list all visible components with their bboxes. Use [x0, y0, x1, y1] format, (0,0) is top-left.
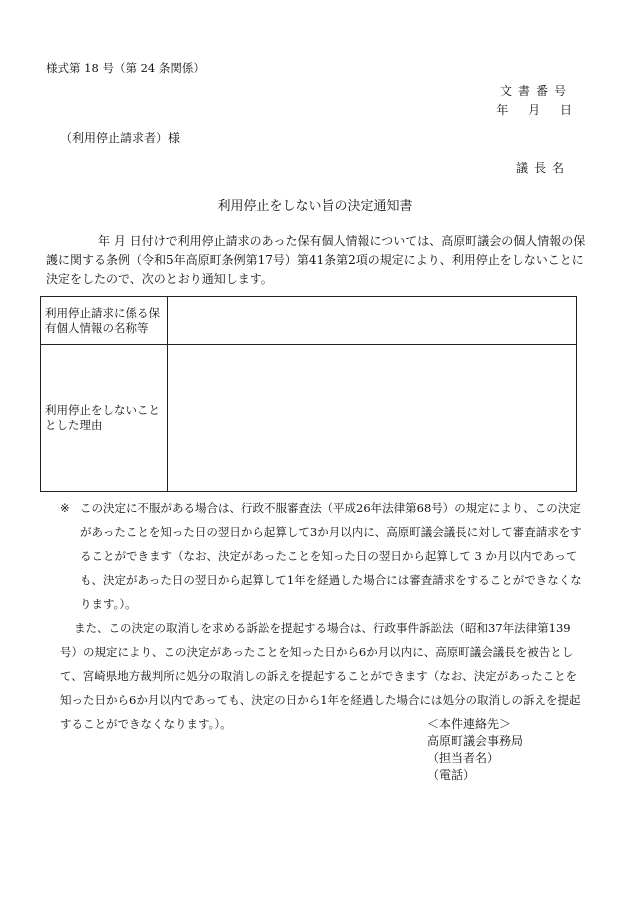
appeal-note: [46, 496, 586, 616]
contact-heading: ＜本件連絡先＞: [427, 717, 512, 731]
addressee: （利用停止請求者）様: [60, 131, 181, 145]
chair-name: 議長名: [515, 161, 570, 175]
reason-label: 利用停止をしないこととした理由: [41, 345, 168, 492]
document-date-label: 年 月 日: [496, 103, 572, 117]
document-number-label: 文書番号: [499, 84, 572, 98]
contact-phone: （電話）: [427, 768, 476, 782]
document-title: 利用停止をしない旨の決定通知書: [217, 199, 413, 214]
info-name-label: 利用停止請求に係る保有個人情報の名称等: [41, 297, 168, 345]
table-row: [41, 345, 577, 492]
lawsuit-note: また、この決定の取消しを求める訴訟を提起する場合は、行政事件訴訟法（昭和37年法律第139号）の規定により、この決定があったことを知った日から6か月以内に、高原町議会議長を被告として、宮崎県地方裁判所に処分の取消しの訴えを提起することができます（なお、決定があったことを知った日から6か月以内であっても、決定の日から1年を経過した場合には処分の取消しの訴えを提起することができなくなります。）。: [60, 621, 581, 731]
info-name-value: [168, 297, 577, 345]
reason-value: [168, 345, 577, 492]
appeal-note-text: この決定に不服がある場合は、行政不服審査法（平成26年法律第68号）の規定により、この決定があったことを知った日の翌日から起算して3か月以内に、高原町議会議長に対して審査請求をすることができます（なお、決定があったことを知った日の翌日から起算して 3 か月以内であっても、決定があった日の翌日から起算して1年を経過した場合には審査請求をすることができなくなります。）。: [80, 501, 582, 611]
notice-body: 年 月 日付けで利用停止請求のあった保有個人情報については、高原町議会の個人情報の保護に関する条例（令和5年高原町条例第17号）第41条第2項の規定により、利用停止をしないことに決定をしたので、次のとおり通知します。: [46, 234, 586, 286]
contact-block: [427, 716, 523, 784]
table-row: [41, 297, 577, 345]
notice-table: [40, 296, 577, 492]
contact-office: 高原町議会事務局: [427, 734, 524, 748]
note-mark: ※: [60, 501, 70, 515]
notes-section: [46, 496, 586, 736]
form-number: 様式第 18 号（第 24 条関係）: [46, 61, 205, 75]
contact-person: （担当者名）: [427, 751, 500, 765]
